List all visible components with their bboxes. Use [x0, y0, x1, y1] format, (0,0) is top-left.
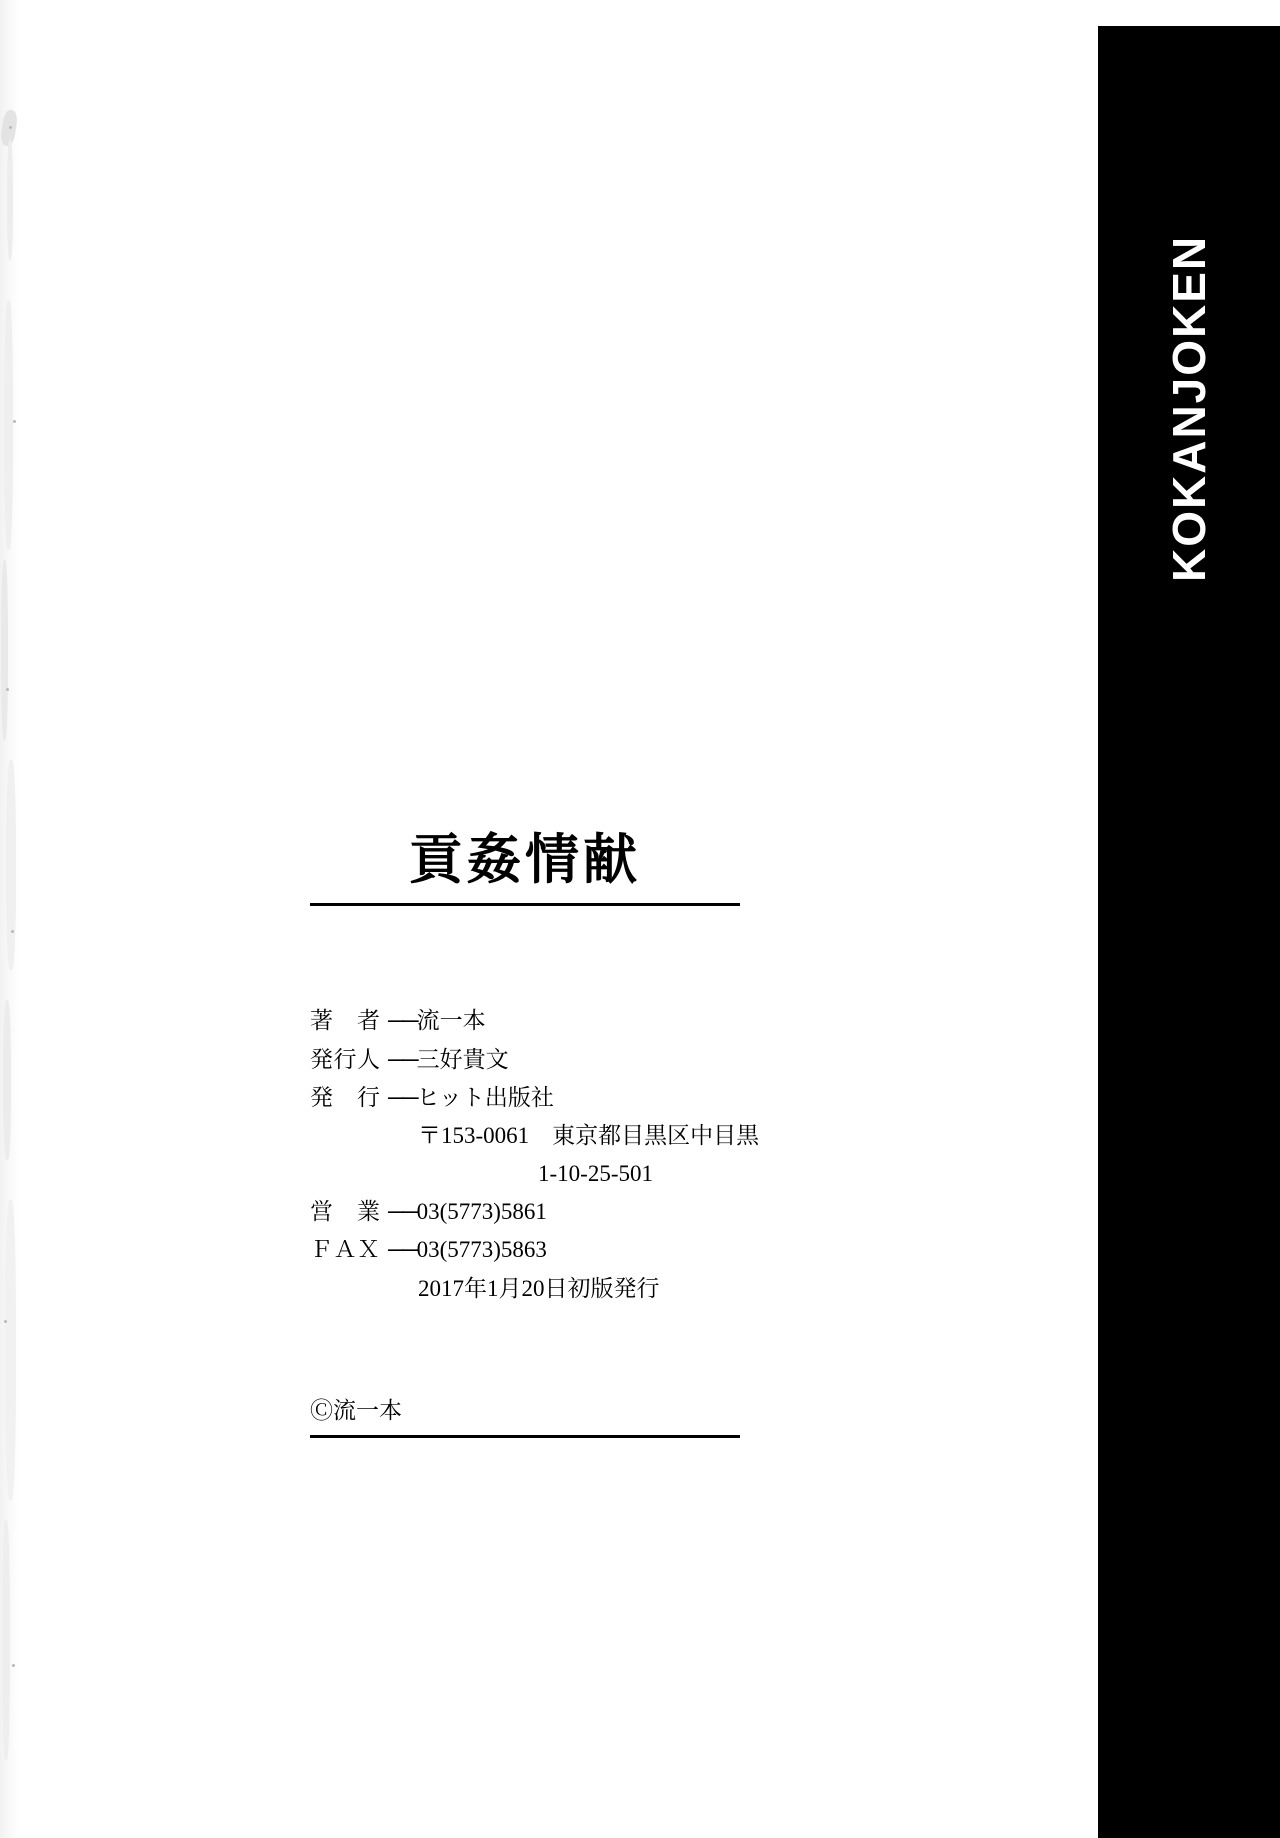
credit-dash: ──: [388, 1084, 417, 1110]
edge-speck: [9, 126, 12, 129]
credit-row-publication-date: [310, 1270, 740, 1308]
book-title: 貢姦情献: [409, 828, 641, 891]
credit-label: ＦＡＸ: [310, 1237, 381, 1263]
page-edge-texture: [0, 0, 26, 1838]
credit-value: 流一本: [416, 1008, 486, 1034]
credit-dash: ──: [388, 1008, 417, 1034]
spine-band: [1098, 26, 1280, 1838]
credit-row-publisher-person: [310, 1041, 740, 1079]
credit-row-address-line1: [310, 1117, 760, 1155]
credit-label: 発行人: [310, 1046, 381, 1072]
spine-title: KOKANJOKEN: [1163, 234, 1215, 582]
edge-speck: [13, 420, 16, 423]
credit-dash: ──: [388, 1237, 417, 1263]
credit-value: 03(5773)5861: [416, 1199, 547, 1225]
copyright-line: Ⓒ流一本: [310, 1397, 402, 1423]
credit-dash: ──: [388, 1199, 417, 1225]
title-rule-top: [310, 903, 740, 906]
credit-value: 2017年1月20日初版発行: [418, 1275, 660, 1301]
edge-speck: [6, 688, 9, 691]
edge-mark: [5, 1200, 16, 1500]
credit-row-fax: [310, 1231, 740, 1269]
edge-mark: [7, 140, 13, 260]
credit-value: ヒット出版社: [416, 1084, 554, 1110]
credit-value: 三好貴文: [416, 1046, 509, 1072]
colophon-rule-bottom: [310, 1435, 740, 1438]
credit-row-address-line2: [310, 1155, 740, 1193]
credit-label: 発 行: [310, 1084, 381, 1110]
credit-dash: ──: [388, 1046, 417, 1072]
edge-mark: [2, 1520, 10, 1760]
credit-value: 〒153-0061 東京都目黒区中目黒: [418, 1122, 760, 1148]
credits-list: [310, 1002, 760, 1307]
credit-label: 著 者: [310, 1008, 381, 1034]
edge-mark: [3, 1000, 11, 1160]
credit-row-author: [310, 1002, 740, 1040]
edge-mark: [6, 760, 16, 970]
credit-label: 営 業: [310, 1199, 381, 1225]
credit-row-publisher: [310, 1079, 740, 1117]
credit-row-sales-phone: [310, 1193, 740, 1231]
edge-speck: [4, 1320, 7, 1323]
edge-speck: [12, 1664, 15, 1667]
edge-mark: [1, 560, 8, 740]
credit-value: 1-10-25-501: [538, 1161, 653, 1187]
edge-speck: [11, 930, 14, 933]
colophon-block: [310, 828, 760, 1438]
edge-mark: [4, 300, 13, 550]
credit-value: 03(5773)5863: [416, 1237, 547, 1263]
